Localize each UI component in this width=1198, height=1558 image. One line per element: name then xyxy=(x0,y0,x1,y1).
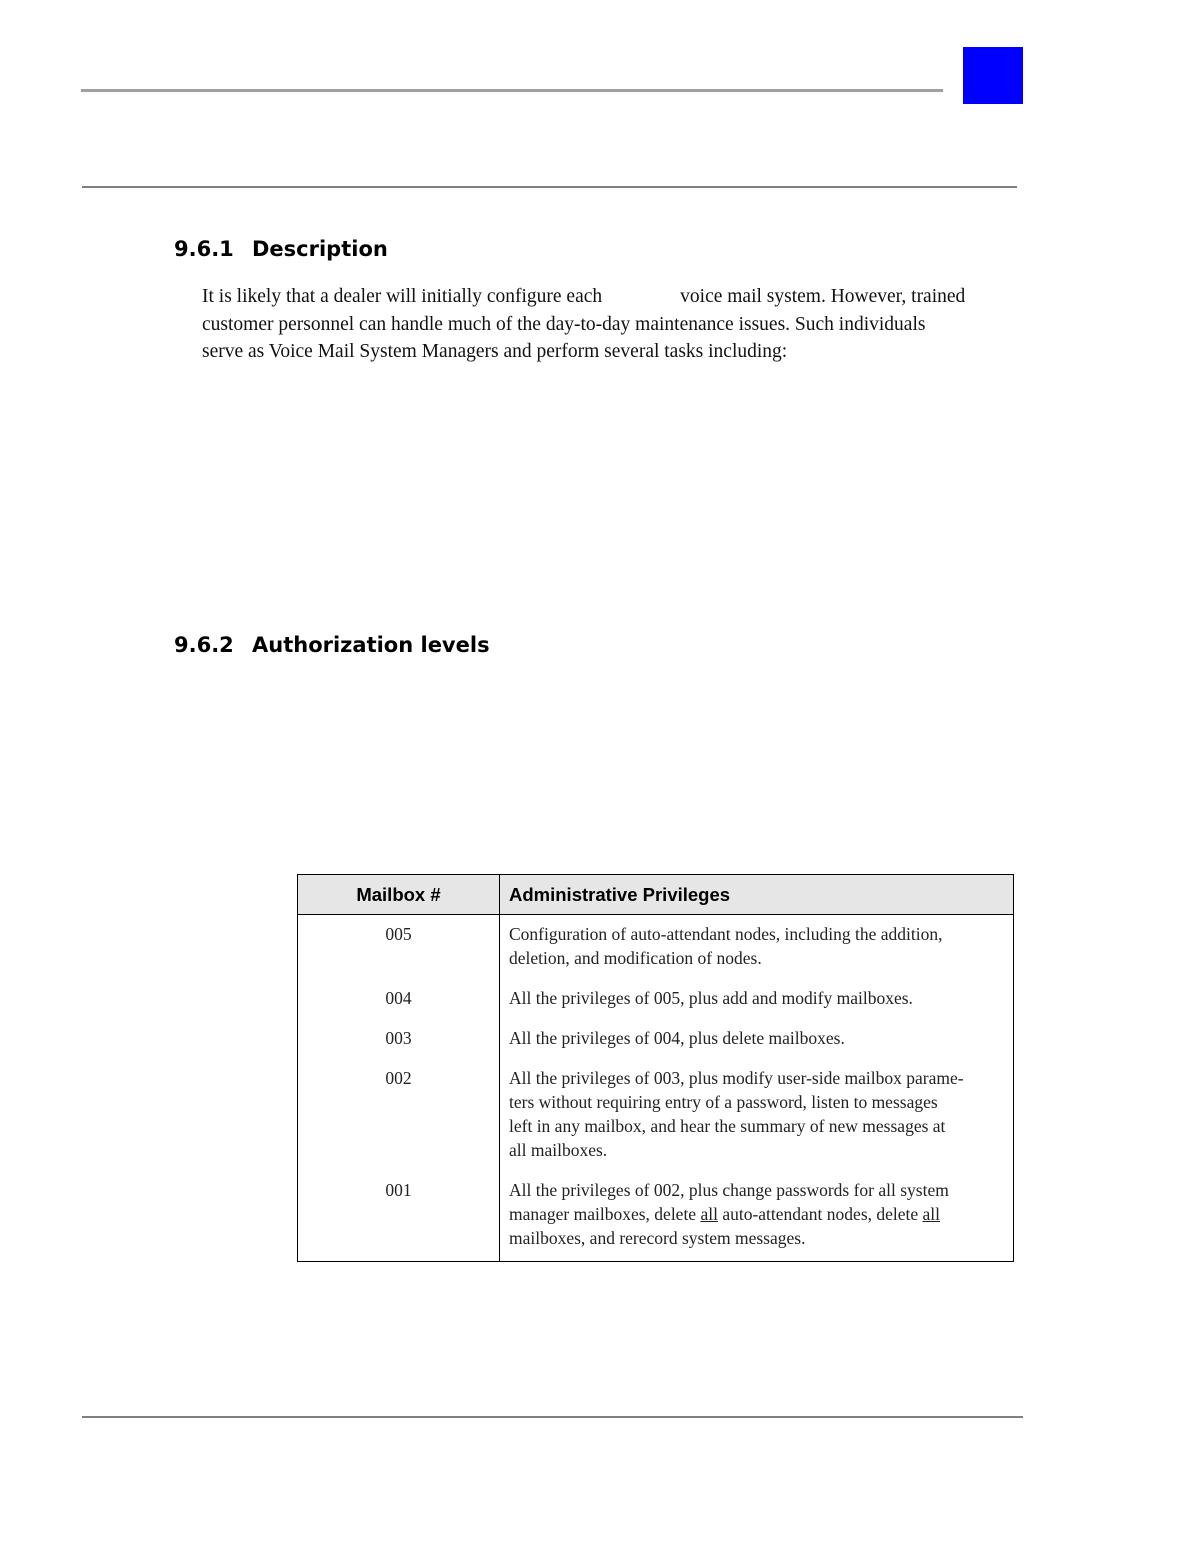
privileges-line: all mailboxes. xyxy=(509,1140,608,1160)
section-title: Authorization levels xyxy=(252,633,490,657)
section-number: 9.6.2 xyxy=(174,633,234,657)
privileges-line: All the privileges of 004, plus delete mailboxes. xyxy=(509,1028,845,1048)
description-paragraph xyxy=(202,283,1032,366)
table-row xyxy=(298,1066,1014,1178)
privileges-description xyxy=(500,915,1014,987)
privileges-line: ters without requiring entry of a password, listen to messages xyxy=(509,1092,938,1112)
paragraph-text: voice mail system. However, trained xyxy=(680,286,966,307)
table-row xyxy=(298,915,1014,987)
privileges-line xyxy=(509,1202,1003,1226)
column-header-mailbox: Mailbox # xyxy=(298,875,500,915)
section-heading-description xyxy=(174,237,388,261)
privileges-description xyxy=(500,1178,1014,1262)
paragraph-line xyxy=(202,283,1032,311)
privileges-description xyxy=(500,1026,1014,1066)
table-row xyxy=(298,986,1014,1026)
mailbox-number: 004 xyxy=(298,986,500,1026)
section-heading-authorization-levels xyxy=(174,633,490,657)
privileges-line: All the privileges of 002, plus change passwords for all system xyxy=(509,1180,949,1200)
mailbox-number: 001 xyxy=(298,1178,500,1262)
paragraph-line: customer personnel can handle much of the day-to-day maintenance issues. Such individuals xyxy=(202,313,926,335)
section-title: Description xyxy=(252,237,388,261)
table-row xyxy=(298,1178,1014,1262)
paragraph-text: It is likely that a dealer will initially configure each xyxy=(202,286,603,307)
table-row xyxy=(298,1026,1014,1066)
paragraph-line: serve as Voice Mail System Managers and perform several tasks including: xyxy=(202,341,788,362)
emphasis-underline: all xyxy=(922,1204,941,1224)
mailbox-number: 003 xyxy=(298,1026,500,1066)
mailbox-number: 002 xyxy=(298,1066,500,1178)
section-divider xyxy=(82,186,1017,188)
chapter-tab-marker xyxy=(963,47,1023,104)
mailbox-number: 005 xyxy=(298,915,500,987)
authorization-levels-table xyxy=(297,874,1014,1262)
privileges-text: manager mailboxes, delete xyxy=(509,1204,701,1224)
footer-rule xyxy=(82,1416,1023,1418)
table-header-row xyxy=(298,875,1014,915)
privileges-line: mailboxes, and rerecord system messages. xyxy=(509,1228,806,1248)
section-number: 9.6.1 xyxy=(174,237,234,261)
privileges-description xyxy=(500,1066,1014,1178)
emphasis-underline: all xyxy=(700,1204,718,1224)
privileges-line: Configuration of auto-attendant nodes, including the addition, xyxy=(509,924,943,944)
privileges-line: All the privileges of 005, plus add and modify mailboxes. xyxy=(509,988,913,1008)
privileges-description xyxy=(500,986,1014,1026)
privileges-line: All the privileges of 003, plus modify user-side mailbox parame- xyxy=(509,1068,964,1088)
header-rule xyxy=(81,89,943,92)
privileges-line: left in any mailbox, and hear the summary of new messages at xyxy=(509,1116,946,1136)
privileges-line: deletion, and modification of nodes. xyxy=(509,948,762,968)
privileges-text: auto-attendant nodes, delete xyxy=(717,1204,923,1224)
column-header-privileges: Administrative Privileges xyxy=(500,875,1014,915)
